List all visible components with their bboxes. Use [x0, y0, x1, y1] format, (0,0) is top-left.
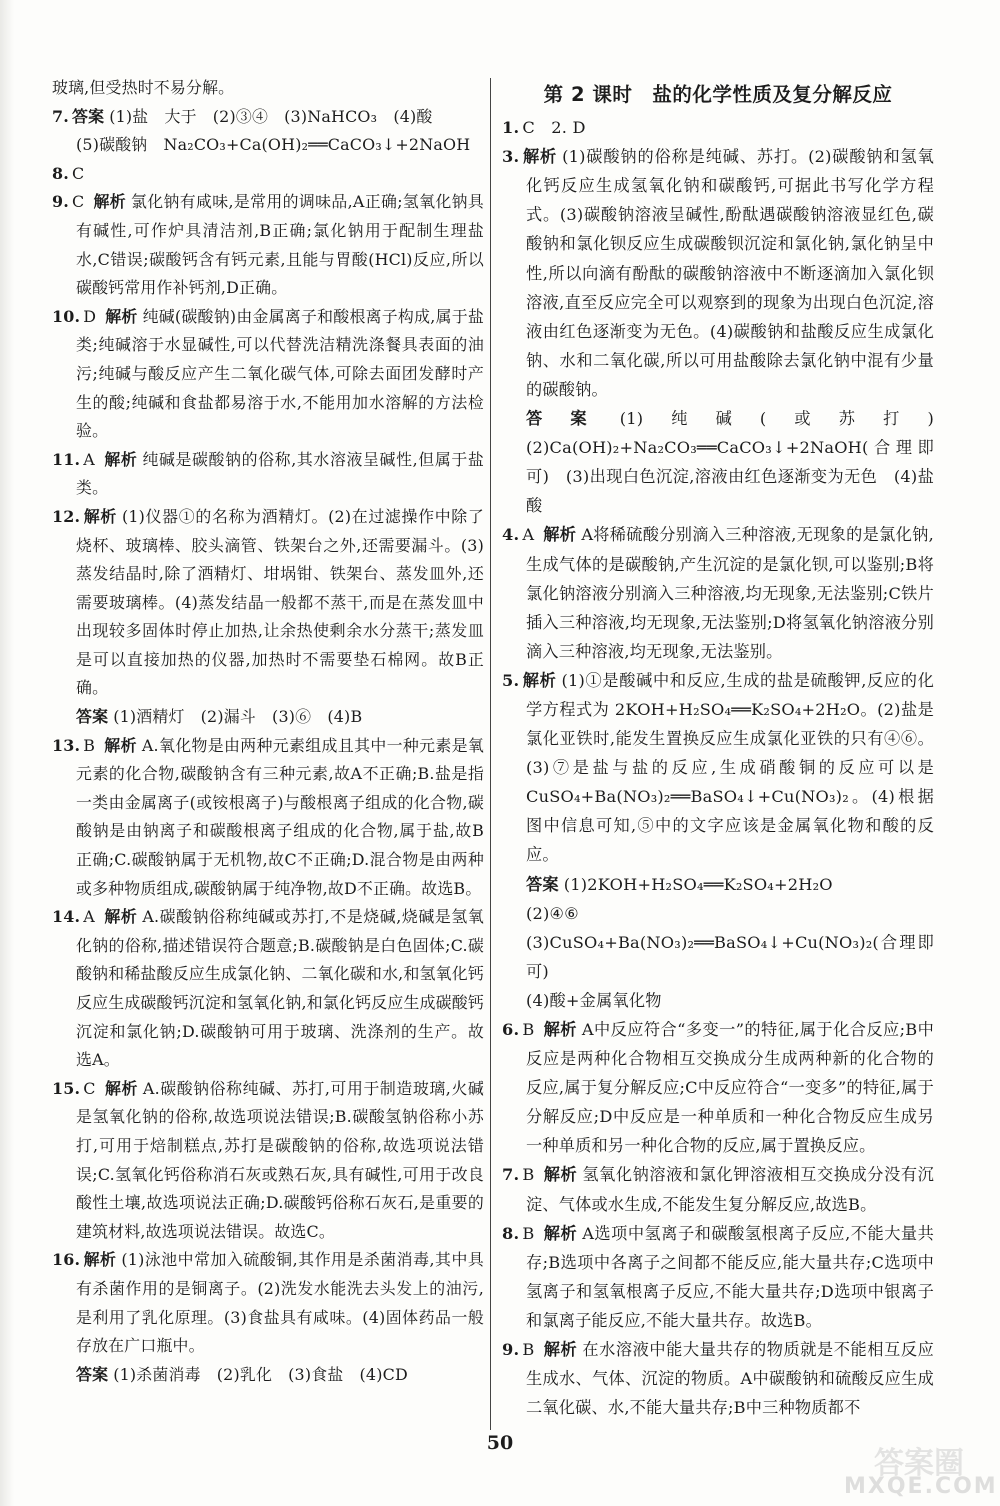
analysis-tag: 解析: [83, 506, 117, 526]
question-14: 14. A 解析 A.碳酸钠俗称纯碱或苏打,不是烧碱,烧碱是氢氧化钠的俗称,描述错误符合题意;B.碳酸钠是白色固体;C.碳酸钠和稀盐酸反应生成氯化钠、二氧化碳和水,和氢氧化钙反应生成碳酸钙沉淀和氢氧化钠,和氯化钙反应生成碳酸钙沉淀和氯化钠;D.碳酸钠可用于玻璃、洗涤剂的生产。故选A。: [52, 907, 484, 1070]
question-8: 8. C: [52, 163, 85, 183]
analysis-text: A选项中氢离子和碳酸氢根离子反应,不能大量共存;B选项中各离子之间都不能反应,能大量共存;C选项中氢离子和氢氧根离子反应,不能大量共存;D选项中银离子和氯离子能反应,不能大量共存。故选B。: [526, 1223, 935, 1330]
question-10: 10. D 解析 纯碱(碳酸钠)由金属离子和酸根离子构成,属于盐类;纯碱溶于水显碱性,可以代替洗洁精洗涤餐具表面的油污;纯碱与酸反应产生二氧化碳气体,可除去面团发酵时产生的酸;纯碱和食盐都易溶于水,不能用加水溶解的方法检验。: [52, 306, 484, 441]
choice-answer: B: [522, 1020, 535, 1039]
analysis-text: A.氧化物是由两种元素组成且其中一种元素是氧元素的化合物,碳酸钠含有三种元素,故A不正确;B.盐是指一类由金属离子(或铵根离子)与酸根离子组成的化合物,碳酸钠是由钠离子和碳酸根离子组成的化合物,属于盐,故B正确;C.碳酸钠属于无机物,故C不正确;D.混合物是由两种或多种物质组成,碳酸钠属于纯净物,故D不正确。故选B。: [76, 735, 484, 898]
answer-text: (1)纯碱(或苏打) (2)Ca(OH)₂+Na₂CO₃══CaCO₃↓+2NaOH(合理即可) (3)出现白色沉淀,溶液由红色逐渐变为无色 (4)盐酸: [526, 409, 951, 516]
analysis-tag: 解析: [83, 1250, 117, 1270]
question-12: 12. 解析 (1)仪器①的名称为酒精灯。(2)在过滤操作中除了烧杯、玻璃棒、胶头滴管、铁架台之外,还需要漏斗。(3)蒸发结晶时,除了酒精灯、坩埚钳、铁架台、蒸发皿外,还需要玻璃棒。(4)蒸发结晶一般都不蒸干,而是在蒸发皿中出现较多固体时停止加热,让余热使剩余水分蒸干;蒸发皿是可以直接加热的仪器,加热时不需要垫石棉网。故B正确。 答案 (1)酒精灯 (2)漏斗 (3)⑥ (4)B: [52, 506, 484, 727]
answer-text-continued: (5)碳酸钠 Na₂CO₃+Ca(OH)₂══CaCO₃↓+2NaOH: [76, 135, 471, 155]
analysis-text: 氢氧化钠溶液和氯化钾溶液相互交换成分没有沉淀、气体或水生成,不能发生复分解反应,故选B。: [526, 1165, 934, 1214]
column-divider: [490, 78, 491, 1430]
page-number: 50: [486, 1432, 514, 1454]
answer-tag: 答案: [76, 707, 109, 727]
analysis-tag: 解析: [522, 670, 557, 690]
answer-text: (1)盐 大于 (2)③④ (3)NaHCO₃ (4)酸: [109, 106, 433, 126]
question-number: 7.: [52, 106, 69, 126]
continuation-line: 玻璃,但受热时不易分解。: [52, 78, 235, 97]
answer-line: (1)2KOH+H₂SO₄══K₂SO₄+2H₂O: [563, 874, 833, 894]
analysis-text: (1)碳酸钠的俗称是纯碱、苏打。(2)碳酸钠和氢氧化钙反应生成氢氧化钠和碳酸钙,可据此书写化学方程式。(3)碳酸钠溶液呈碱性,酚酞遇碳酸钠溶液显红色,碳酸钠和氯化钡反应生成碳酸钡沉淀和氯化钠,氯化钠呈中性,所以向滴有酚酞的碳酸钠溶液中不断逐滴加入氯化钡溶液,直至反应完全可以观察到的现象为出现白色沉淀,溶液由红色逐渐变为无色。(4)碳酸钠和盐酸反应生成氯化钠、水和二氧化碳,所以可用盐酸除去氯化钠中混有少量的碳酸钠。: [526, 147, 934, 399]
right-column: [502, 74, 951, 1422]
choice-answer: B: [522, 1165, 535, 1185]
choice-answer: C 2. D: [522, 118, 586, 138]
question-13: 13. B 解析 A.氧化物是由两种元素组成且其中一种元素是氧元素的化合物,碳酸钠含有三种元素,故A不正确;B.盐是指一类由金属离子(或铵根离子)与酸根离子组成的化合物,碳酸钠是由钠离子和碳酸根离子组成的化合物,属于盐,故B正确;C.碳酸钠属于无机物,故C不正确;D.混合物是由两种或多种物质组成,碳酸钠属于纯净物,故D不正确。故选B。: [52, 735, 484, 898]
watermark-logo: [844, 1438, 998, 1500]
choice-answer: A: [83, 449, 95, 469]
choice-answer: C: [72, 192, 85, 212]
answer-line: (3)CuSO₄+Ba(NO₃)₂══BaSO₄↓+Cu(NO₃)₂(合理即可): [526, 932, 934, 981]
analysis-text: 纯碱(碳酸钠)由金属离子和酸根离子构成,属于盐类;纯碱溶于水显碱性,可以代替洗洁精洗涤餐具表面的油污;纯碱与酸反应产生二氧化碳气体,可除去面团发酵时产生的酸;纯碱和食盐都易溶于水,不能用加水溶解的方法检验。: [76, 306, 484, 441]
analysis-tag: 解析: [522, 147, 558, 167]
analysis-text: A中反应符合“多变一”的特征,属于化合反应;B中反应是两种化合物相互交换成分生成两种新的化合物的反应,属于复分解反应;C中反应符合“一变多”的特征,属于分解反应;D中反应是一种单质和一种化合物反应生成另一种单质和另一种化合物的反应,属于置换反应。: [526, 1020, 934, 1156]
analysis-text: 在水溶液中能大量共存的物质就是不能相互反应生成水、气体、沉淀的物质。A中碳酸钠和硫酸反应生成二氧化碳、水,不能大量共存;B中三种物质都不: [526, 1340, 934, 1418]
question-7-right: 7. B 解析 氢氧化钠溶液和氯化钾溶液相互交换成分没有沉淀、气体或水生成,不能发生复分解反应,故选B。: [502, 1165, 934, 1214]
answer-text: (1)杀菌消毒 (2)乳化 (3)食盐 (4)CD: [113, 1364, 408, 1384]
choice-answer: A: [83, 907, 95, 927]
answer-line: (4)酸+金属氧化物: [526, 990, 662, 1010]
question-15: 15. C 解析 A.碳酸钠俗称纯碱、苏打,可用于制造玻璃,火碱是氢氧化钠的俗称,故选项说法错误;B.碳酸氢钠俗称小苏打,可用于焙制糕点,苏打是碳酸钠的俗称,故选项说法错误;C.氢氧化钙俗称消石灰或熟石灰,具有碱性,可用于改良酸性土壤,故选项说法正确;D.碳酸钙俗称石灰石,是重要的建筑材料,故选项说法错误。故选C。: [52, 1078, 484, 1241]
analysis-tag: 解析: [105, 306, 138, 326]
analysis-tag: 解析: [103, 907, 138, 927]
watermark-cn-text: 答案圈: [874, 1446, 964, 1481]
analysis-text: (1)仪器①的名称为酒精灯。(2)在过滤操作中除了烧杯、玻璃棒、胶头滴管、铁架台之外,还需要漏斗。(3)蒸发结晶时,除了酒精灯、坩埚钳、铁架台、蒸发皿外,还需要玻璃棒。(4)蒸发结晶一般都不蒸干,而是在蒸发皿中出现较多固体时停止加热,让余热使剩余水分蒸干;蒸发皿是可以直接加热的仪器,加热时不需要垫石棉网。故B正确。: [76, 506, 484, 698]
analysis-tag: 解析: [543, 1020, 577, 1039]
analysis-text: 氯化钠有咸味,是常用的调味品,A正确;氢氧化钠具有碱性,可作炉具清洁剂,B正确;氯化钠用于配制生理盐水,C错误;碳酸钙含有钙元素,且能与胃酸(HCl)反应,所以碳酸钙常用作补钙剂,D正确。: [76, 192, 484, 298]
choice-answer: B: [522, 1223, 535, 1243]
choice-answer: D: [83, 306, 97, 326]
question-8-right: 8. B 解析 A选项中氢离子和碳酸氢根离子反应,不能大量共存;B选项中各离子之间都不能反应,能大量共存;C选项中氢离子和氢氧根离子反应,不能大量共存;D选项中银离子和氯离子能反应,不能大量共存。故选B。: [502, 1223, 935, 1330]
choice-answer: B: [83, 735, 96, 755]
choice-answer: A: [522, 525, 535, 545]
answer-tag: 答案: [526, 874, 559, 894]
analysis-text: (1)泳池中常加入硫酸铜,其作用是杀菌消毒,其中具有杀菌作用的是铜离子。(2)洗发水能洗去头发上的油污,是利用了乳化原理。(3)食盐具有咸味。(4)固体药品一般存放在广口瓶中。: [76, 1250, 484, 1356]
answer-line: (2)④⑥: [526, 903, 579, 923]
analysis-tag: 解析: [543, 525, 577, 545]
question-4: 4. A 解析 A将稀硫酸分别滴入三种溶液,无现象的是氯化钠,生成气体的是碳酸钠,产生沉淀的是氯化钡,可以鉴别;B将氯化钠溶液分别滴入三种溶液,均无现象,无法鉴别;C铁片插入三种溶液,均无现象,无法鉴别;D将氢氧化钠溶液分别滴入三种溶液,均无现象,无法鉴别。: [502, 525, 934, 661]
analysis-text: 纯碱是碳酸钠的俗称,其水溶液呈碱性,但属于盐类。: [76, 449, 484, 498]
analysis-tag: 解析: [93, 192, 127, 212]
watermark-url-text: MXQE.COM: [844, 1474, 998, 1499]
analysis-text: A将稀硫酸分别滴入三种溶液,无现象的是氯化钠,生成气体的是碳酸钠,产生沉淀的是氯化钡,可以鉴别;B将氯化钠溶液分别滴入三种溶液,均无现象,无法鉴别;C铁片插入三种溶液,均无现象,无法鉴别;D将氢氧化钠溶液分别滴入三种溶液,均无现象,无法鉴别。: [526, 525, 934, 661]
analysis-tag: 解析: [543, 1223, 578, 1243]
analysis-text: (1)①是酸碱中和反应,生成的盐是硫酸钾,反应的化学方程式为 2KOH+H₂SO₄══K₂SO₄+2H₂O。(2)盐是氯化亚铁时,能发生置换反应生成氯化亚铁的只有④⑥。(3)⑦是盐与盐的反应,生成硝酸铜的反应可以是CuSO₄+Ba(NO₃)₂══BaSO₄↓+Cu(NO₃)₂。(4)根据图中信息可知,⑤中的文字应该是金属氧化物和酸的反应。: [526, 670, 934, 865]
question-9: 9. C 解析 氯化钠有咸味,是常用的调味品,A正确;氢氧化钠具有碱性,可作炉具清洁剂,B正确;氯化钠用于配制生理盐水,C错误;碳酸钙含有钙元素,且能与胃酸(HCl)反应,所以碳酸钙常用作补钙剂,D正确。: [52, 192, 484, 298]
question-7: [52, 103, 484, 160]
choice-answer: B: [522, 1340, 535, 1360]
question-9-right: 9. B 解析 在水溶液中能大量共存的物质就是不能相互反应生成水、气体、沉淀的物质。A中碳酸钠和硫酸反应生成二氧化碳、水,不能大量共存;B中三种物质都不: [502, 1340, 934, 1418]
scan-edge-shadow: [0, 0, 14, 1506]
choice-answer: C: [83, 1078, 96, 1098]
question-5: 5. 解析 (1)①是酸碱中和反应,生成的盐是硫酸钾,反应的化学方程式为 2KOH+H₂SO₄══K₂SO₄+2H₂O。(2)盐是氯化亚铁时,能发生置换反应生成氯化亚铁的只有④⑥。(3)⑦是盐与盐的反应,生成硝酸铜的反应可以是CuSO₄+Ba(NO₃)₂══BaSO₄↓+Cu(NO₃)₂。(4)根据图中信息可知,⑤中的文字应该是金属氧化物和酸的反应。 答案 (1)2KOH+H₂SO₄══K₂SO₄+2H₂O (2)④⑥ (3)CuSO₄+Ba(NO₃)₂══BaSO₄↓+Cu(NO₃)₂(合理即可) (4)酸+金属氧化物: [502, 666, 934, 1015]
analysis-tag: 解析: [103, 449, 138, 469]
analysis-tag: 解析: [104, 1078, 138, 1098]
analysis-tag: 解析: [543, 1165, 578, 1185]
analysis-text: A.碳酸钠俗称纯碱或苏打,不是烧碱,烧碱是氢氧化钠的俗称,描述错误符合题意;B.碳酸钠是白色固体;C.碳酸钠和稀盐酸反应生成氯化钠、二氧化碳和水,和氢氧化钙反应生成碳酸钙沉淀和氢氧化钠,和氯化钙反应生成碳酸钙沉淀和氯化钠;D.碳酸钠可用于玻璃、洗涤剂的生产。故选A。: [76, 907, 484, 1070]
left-column: [52, 74, 484, 1389]
analysis-tag: 解析: [543, 1340, 578, 1360]
answer-text: (1)酒精灯 (2)漏斗 (3)⑥ (4)B: [113, 707, 363, 727]
answer-tag: 答案: [76, 1364, 109, 1384]
question-1-2: 1. C 2. D: [502, 118, 586, 138]
question-11: 11. A 解析 纯碱是碳酸钠的俗称,其水溶液呈碱性,但属于盐类。: [52, 449, 484, 498]
question-3: 3. 解析 (1)碳酸钠的俗称是纯碱、苏打。(2)碳酸钠和氢氧化钙反应生成氢氧化钠和碳酸钙,可据此书写化学方程式。(3)碳酸钠溶液呈碱性,酚酞遇碳酸钠溶液显红色,碳酸钠和氯化钡反应生成碳酸钡沉淀和氯化钠,氯化钠呈中性,所以向滴有酚酞的碳酸钠溶液中不断逐滴加入氯化钡溶液,直至反应完全可以观察到的现象为出现白色沉淀,溶液由红色逐渐变为无色。(4)碳酸钠和盐酸反应生成氯化钠、水和二氧化碳,所以可用盐酸除去氯化钠中混有少量的碳酸钠。 答案 (1)纯碱(或苏打) (2)Ca(OH)₂+Na₂CO₃══CaCO₃↓+2NaOH(合理即可) (3)出现白色沉淀,溶液由红色逐渐变为无色 (4)盐酸: [502, 147, 951, 516]
section-title: 第 2 课时 盐的化学性质及复分解反应: [543, 83, 893, 106]
analysis-tag: 解析: [104, 735, 137, 755]
analysis-text: A.碳酸钠俗称纯碱、苏打,可用于制造玻璃,火碱是氢氧化钠的俗称,故选项说法错误;B.碳酸氢钠俗称小苏打,可用于焙制糕点,苏打是碳酸钠的俗称,故选项说法错误;C.氢氧化钙俗称消石灰或熟石灰,具有碱性,可用于改良酸性土壤,故选项说法正确;D.碳酸钙俗称石灰石,是重要的建筑材料,故选项说法错误。故选C。: [76, 1078, 484, 1241]
question-16: 16. 解析 (1)泳池中常加入硫酸铜,其作用是杀菌消毒,其中具有杀菌作用的是铜离子。(2)洗发水能洗去头发上的油污,是利用了乳化原理。(3)食盐具有咸味。(4)固体药品一般存放在广口瓶中。 答案 (1)杀菌消毒 (2)乳化 (3)食盐 (4)CD: [52, 1250, 484, 1384]
answer-tag: 答案: [72, 106, 105, 126]
question-6: 6. B 解析 A中反应符合“多变一”的特征,属于化合反应;B中反应是两种化合物相互交换成分生成两种新的化合物的反应,属于复分解反应;C中反应符合“一变多”的特征,属于分解反应;D中反应是一种单质和一种化合物反应生成另一种单质和另一种化合物的反应,属于置换反应。: [502, 1020, 934, 1156]
choice-answer: C: [72, 163, 85, 183]
answer-tag: 答案: [526, 409, 615, 429]
